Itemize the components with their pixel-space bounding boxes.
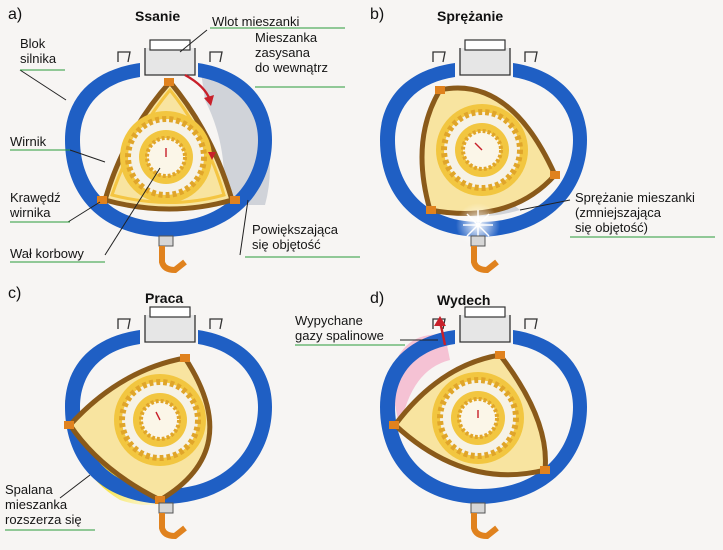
panel-d-engine xyxy=(380,307,587,536)
apex-seal xyxy=(550,171,560,179)
label-mixture-drawn-in: Mieszanka zasysana do wewnątrz xyxy=(255,30,328,75)
panel-b-letter: b) xyxy=(370,6,385,23)
apex-seal xyxy=(230,196,240,204)
label-compression: Sprężanie mieszanki (zmniejszająca się objętość) xyxy=(575,190,695,235)
intake-port xyxy=(460,315,510,342)
panel-d-letter: d) xyxy=(370,290,385,307)
label-engine-block: Blok silnika xyxy=(20,36,57,66)
housing-mount-left xyxy=(118,52,130,62)
intake-port xyxy=(145,315,195,342)
intake-port xyxy=(460,48,510,75)
label-burning-mixture: Spalana mieszanka rozszerza się xyxy=(5,482,82,527)
spark-plug xyxy=(159,236,173,246)
intake-port xyxy=(145,48,195,75)
apex-seal xyxy=(435,86,445,94)
apex-seal xyxy=(180,354,190,362)
panel-b-title: Sprężanie xyxy=(437,8,504,24)
apex-seal xyxy=(64,421,74,429)
apex-seal xyxy=(540,466,550,474)
apex-seal xyxy=(426,206,436,214)
panel-c-engine xyxy=(64,307,272,536)
label-crankshaft: Wał korbowy xyxy=(10,246,84,261)
label-rotor-edge: Krawędź wirnika xyxy=(10,190,61,220)
housing-mount-right xyxy=(210,52,222,62)
apex-seal xyxy=(389,421,399,429)
panel-c-title: Praca xyxy=(145,290,184,306)
spark-plug xyxy=(471,503,485,513)
label-increasing-volume: Powiększająca się objętość xyxy=(252,222,338,252)
apex-seal xyxy=(164,78,174,86)
label-mixture-inlet: Wlot mieszanki xyxy=(212,14,300,29)
spark-plug xyxy=(471,236,485,246)
panel-c-letter: c) xyxy=(8,285,22,302)
panel-d-title: Wydech xyxy=(437,292,491,308)
spark-plug xyxy=(162,246,185,270)
panel-b-engine xyxy=(380,40,587,270)
spark-plug xyxy=(159,503,173,513)
label-rotor: Wirnik xyxy=(10,134,47,149)
panel-a-engine xyxy=(65,40,272,270)
panel-a-title: Ssanie xyxy=(135,8,181,24)
panel-a-letter: a) xyxy=(8,6,23,23)
label-exhaust-gases: Wypychane gazy spalinowe xyxy=(295,313,384,343)
apex-seal xyxy=(495,351,505,359)
